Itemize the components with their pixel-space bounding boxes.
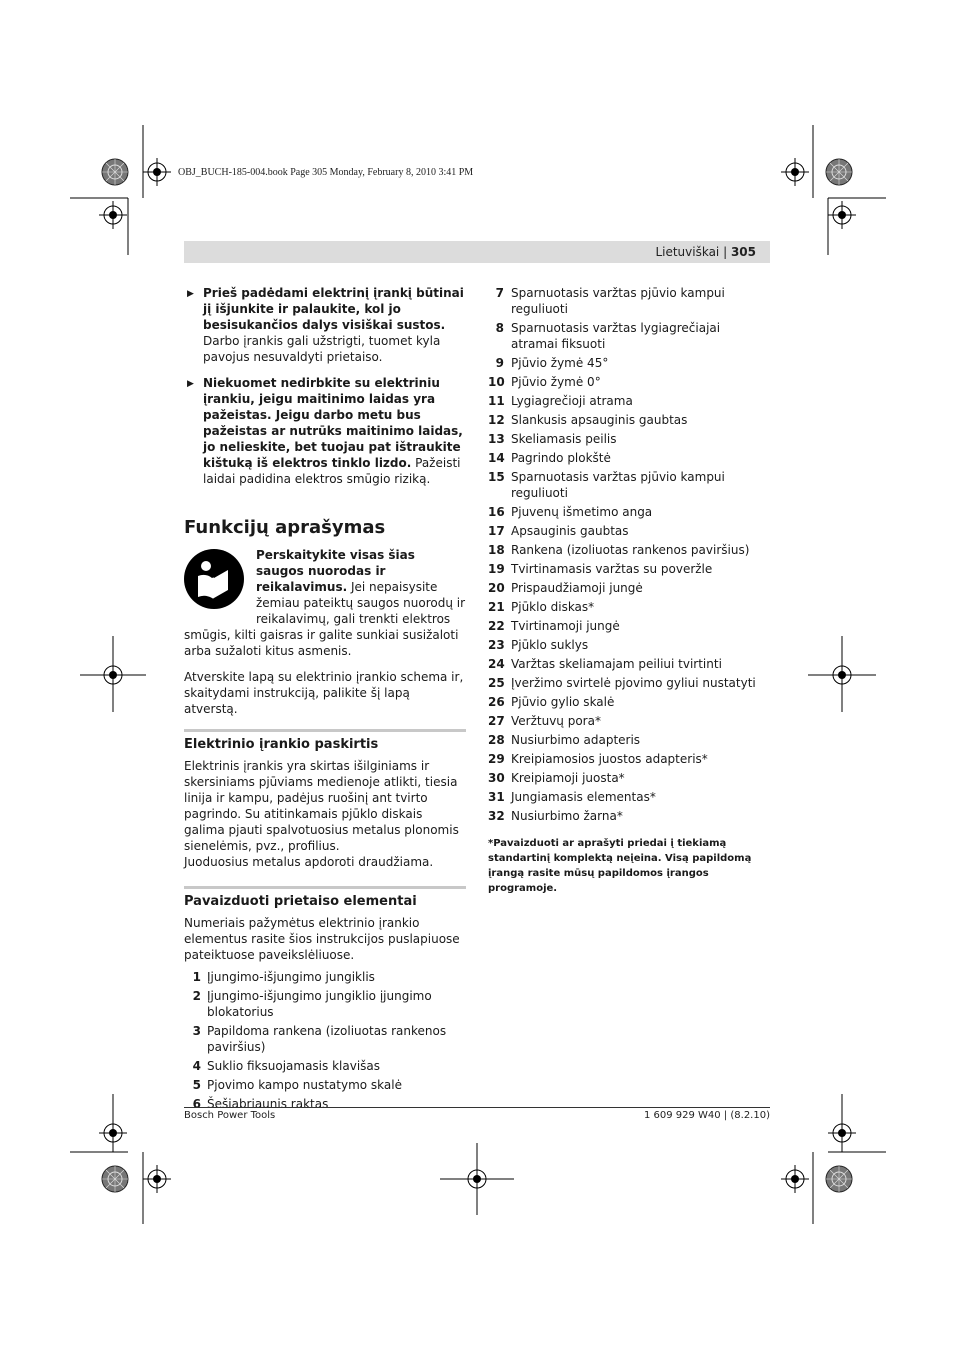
footer-divider: [184, 1107, 770, 1108]
list-item: [488, 504, 770, 520]
item-text: Įjungimo-išjungimo jungiklis: [207, 970, 375, 984]
intended-use-text-1: Elektrinis įrankis yra skirtas išilginiams ir skersiniams pjūviams medienoje atlikti, tiesia linija ir kampu, padėjus ruošinį ant tvirto pagrindo. Su atitinkamais pjūklo diskais galima pjauti spalvotuosius metalus plonomis sienelėmis, pvz., profilius.: [184, 759, 459, 853]
list-item: [184, 1058, 466, 1074]
footer-doc-number: 1 609 929 W40 | (8.2.10): [643, 1110, 770, 1121]
item-number: 27: [488, 714, 505, 728]
crosshair-bottom-left: [143, 1165, 171, 1193]
crosshair-bottom-right: [781, 1165, 809, 1193]
crosshair-top-right: [781, 158, 809, 186]
list-item: [488, 656, 770, 672]
item-number: 12: [488, 413, 505, 427]
components-list-right: [488, 285, 770, 824]
list-item: [184, 969, 466, 985]
list-item: [488, 694, 770, 710]
intended-use-text-2: Juoduosius metalus apdoroti draudžiama.: [184, 855, 434, 869]
item-number: 17: [488, 524, 505, 538]
item-text: Sparnuotasis varžtas pjūvio kampui reguliuoti: [511, 286, 725, 316]
item-number: 5: [192, 1078, 201, 1092]
read-manual-note: [184, 547, 466, 659]
item-text: Sparnuotasis varžtas pjūvio kampui reguliuoti: [511, 470, 725, 500]
item-number: 16: [488, 505, 505, 519]
list-item: [488, 542, 770, 558]
item-text: Pagrindo plokštė: [511, 451, 611, 465]
crosshair-top-left: [143, 158, 171, 186]
section-title: Funkcijų aprašymas: [184, 517, 386, 538]
footer-brand: Bosch Power Tools: [184, 1110, 276, 1121]
crosshair-upper-left: [99, 201, 127, 229]
footnote: *Pavaizduoti ar aprašyti priedai į tiekiamą standartinį komplektą neįeina. Visą papildomą įrangą rasite mūsų papildomos įrangos programoje.: [488, 838, 752, 894]
warning-text: Pažeisti laidai padidina elektros smūgio riziką.: [203, 456, 461, 486]
item-text: Tvirtinamasis varžtas su poveržle: [511, 562, 713, 576]
item-number: 30: [488, 771, 505, 785]
item-text: Įveržimo svirtelė pjovimo gyliui nustatyti: [511, 676, 756, 690]
item-number: 32: [488, 809, 505, 823]
list-item: [488, 713, 770, 729]
item-number: 9: [495, 356, 504, 370]
item-text: Veržtuvų pora*: [511, 714, 601, 728]
item-text: Kreipiamoji juosta*: [511, 771, 625, 785]
item-number: 7: [495, 286, 504, 300]
item-number: 4: [192, 1059, 201, 1073]
warning-item: [184, 285, 466, 365]
left-column: [184, 285, 466, 1115]
item-number: 28: [488, 733, 505, 747]
item-text: Pjovimo kampo nustatymo skalė: [207, 1078, 402, 1092]
item-number: 31: [488, 790, 505, 804]
item-number: 10: [488, 375, 505, 389]
list-item: [488, 751, 770, 767]
item-text: Slankusis apsauginis gaubtas: [511, 413, 688, 427]
right-column: [488, 285, 770, 896]
item-number: 8: [495, 321, 504, 335]
list-item: [488, 808, 770, 824]
components-list-left: [184, 969, 466, 1112]
section-divider: [184, 729, 466, 732]
item-text: Pjuvenų išmetimo anga: [511, 505, 653, 519]
intended-use-heading: Elektrinio įrankio paskirtis: [184, 737, 379, 752]
item-text: Nusiurbimo adapteris: [511, 733, 641, 747]
read-manual-icon: [184, 549, 244, 609]
intended-use-text: [184, 758, 466, 870]
item-text: Rankena (izoliuotas rankenos paviršius): [511, 543, 750, 557]
item-text: Apsauginis gaubtas: [511, 524, 629, 538]
item-number: 2: [192, 989, 201, 1003]
item-number: 11: [488, 394, 505, 408]
item-number: 20: [488, 581, 505, 595]
read-note-bold: Perskaitykite visas šias saugos nuorodas ir reikalavimus.: [256, 548, 415, 594]
warning-bold: Niekuomet nedirbkite su elektriniu įrankiu, jeigu maitinimo laidas yra pažeistas. Jeigu darbo metu bus pažeistas ar nutrūks maitinimo laidas, jo nelieskite, bet tuojau pat ištraukite kištuką iš elektros tinklo lizdo.: [203, 376, 463, 470]
list-item: [488, 320, 770, 352]
list-item: [488, 431, 770, 447]
item-text: Kreipiamosios juostos adapteris*: [511, 752, 708, 766]
fold-note: Atverskite lapą su elektrinio įrankio schema ir, skaitydami instrukciją, palikite šį lapą atverstą.: [184, 670, 464, 716]
list-item: [488, 412, 770, 428]
item-text: Tvirtinamoji jungė: [511, 619, 620, 633]
list-item: [488, 523, 770, 539]
item-number: 29: [488, 752, 505, 766]
crosshair-upper-right: [828, 201, 856, 229]
item-number: 25: [488, 676, 505, 690]
item-number: 23: [488, 638, 505, 652]
triangle-right-icon: ▶: [187, 289, 194, 299]
list-item: [488, 580, 770, 596]
item-text: Nusiurbimo žarna*: [511, 809, 623, 823]
item-text: Pjūvio gylio skalė: [511, 695, 615, 709]
item-text: Pjūklo diskas*: [511, 600, 595, 614]
item-text: Įjungimo-išjungimo jungiklio įjungimo blokatorius: [207, 989, 432, 1019]
read-note-text: Jei nepaisysite žemiau pateiktų saugos nuorodų ir reikalavimų, gali trenkti elektros smūgis, kilti gaisras ir galite sunkiai susižaloti arba sužaloti kitus asmenis.: [184, 580, 466, 658]
item-number: 21: [488, 600, 505, 614]
list-item: [488, 374, 770, 390]
item-text: Pjūvio žymė 0°: [511, 375, 601, 389]
header-language: Lietuviškai |: [655, 245, 731, 259]
list-item: [488, 599, 770, 615]
rosette-top-right: [826, 159, 852, 185]
page-header: [184, 241, 770, 263]
list-item: [488, 770, 770, 786]
list-item: [184, 1023, 466, 1055]
item-number: 18: [488, 543, 505, 557]
triangle-right-icon: ▶: [187, 379, 194, 389]
item-text: Varžtas skeliamajam peiliui tvirtinti: [511, 657, 722, 671]
list-item: [488, 393, 770, 409]
page-number: 305: [730, 245, 756, 259]
list-item: [488, 561, 770, 577]
components-heading: Pavaizduoti prietaiso elementai: [184, 894, 417, 909]
rosette-bottom-right: [826, 1166, 852, 1192]
item-number: 6: [192, 1097, 201, 1111]
warning-item: [184, 375, 466, 487]
item-text: Pjūklo suklys: [511, 638, 589, 652]
list-item: [488, 469, 770, 501]
item-number: 13: [488, 432, 505, 446]
section-divider: [184, 886, 466, 889]
list-item: [488, 789, 770, 805]
components-intro: Numeriais pažymėtus elektrinio įrankio elementus rasite šios instrukcijos puslapiuose pateiktuose paveikslėliuose.: [184, 916, 460, 962]
list-item: [488, 732, 770, 748]
item-number: 1: [192, 970, 201, 984]
item-text: Pjūvio žymė 45°: [511, 356, 609, 370]
item-number: 19: [488, 562, 505, 576]
item-number: 26: [488, 695, 505, 709]
item-text: Sparnuotasis varžtas lygiagrečiajai atramai fiksuoti: [511, 321, 721, 351]
item-number: 3: [192, 1024, 201, 1038]
item-number: 15: [488, 470, 505, 484]
item-number: 22: [488, 619, 505, 633]
warning-bold: Prieš padėdami elektrinį įrankį būtinai jį išjunkite ir palaukite, kol jo besisukančios dalys visiškai sustos.: [203, 286, 464, 332]
list-item: [488, 285, 770, 317]
header-text: [655, 245, 756, 259]
list-item: [488, 450, 770, 466]
warning-text: Darbo įrankis gali užstrigti, tuomet kyla pavojus nesuvaldyti prietaiso.: [203, 334, 441, 364]
list-item: [488, 675, 770, 691]
item-text: Skeliamasis peilis: [511, 432, 617, 446]
rosette-bottom-left: [102, 1166, 128, 1192]
print-info: OBJ_BUCH-185-004.book Page 305 Monday, February 8, 2010 3:41 PM: [178, 167, 474, 178]
item-text: Šešiabriaunis raktas: [207, 1097, 329, 1111]
item-number: 14: [488, 451, 505, 465]
rosette-top-left: [102, 159, 128, 185]
item-text: Lygiagrečioji atrama: [511, 394, 633, 408]
list-item: [488, 618, 770, 634]
list-item: [488, 355, 770, 371]
item-text: Suklio fiksuojamasis klavišas: [207, 1059, 381, 1073]
list-item: [184, 988, 466, 1020]
list-item: [488, 637, 770, 653]
item-text: Jungiamasis elementas*: [511, 790, 656, 804]
list-item: [184, 1077, 466, 1093]
item-text: Prispaudžiamoji jungė: [511, 581, 643, 595]
item-text: Papildoma rankena (izoliuotas rankenos paviršius): [207, 1024, 447, 1054]
item-number: 24: [488, 657, 505, 671]
